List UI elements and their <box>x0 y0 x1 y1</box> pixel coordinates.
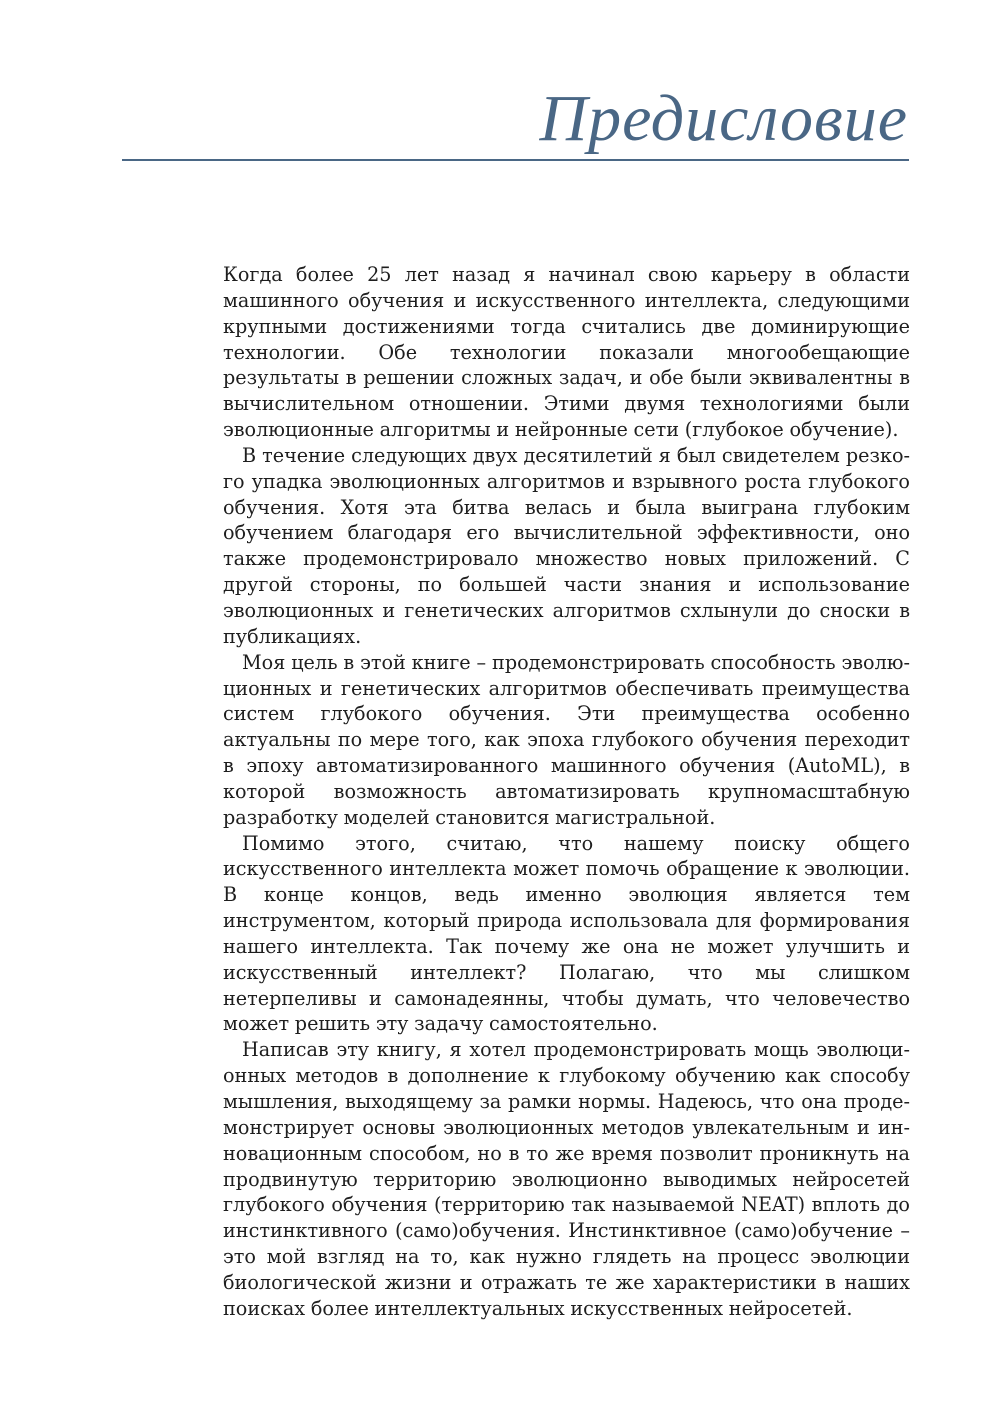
title-divider <box>122 159 909 161</box>
paragraph-2: В течение следующих двух десятилетий я был свидетелем резкого упадка эволюционных алгоритмов и взрывного роста глубокого обучения. Хотя эта битва велась и была выиграна глубоким обучением благодаря его вычислительной эффективности, оно также продемонстрировало множество новых приложений. С другой стороны, по большей части знания и использование эволюционных и генетических алгоритмов схлынули до сноски в публикациях. <box>223 443 910 648</box>
page-title: Предисловие <box>539 82 908 155</box>
paragraph-4: Помимо этого, считаю, что нашему поиску общего искусственного интеллекта может помочь обращение к эволюции. В конце концов, ведь именно эволюция является тем инструментом, который природа использовала для формирования нашего интеллекта. Так почему же она не может улучшить и искусственный интеллект? Полагаю, что мы слишком нетерпеливы и самонадеянны, чтобы думать, что человечество может решить эту задачу самостоятельно. <box>223 831 910 1036</box>
preface-body <box>223 262 910 1322</box>
paragraph-3: Моя цель в этой книге – продемонстрировать способность эволюционных и генетических алгоритмов обеспечивать преимущества систем глубокого обучения. Эти преимущества особенно актуальны по мере того, как эпоха глубокого обучения переходит в эпоху автоматизированного машинного обучения (AutoML), в которой возможность автоматизировать крупномасштабную разработку моделей становится магистральной. <box>223 650 910 829</box>
paragraph-1: Когда более 25 лет назад я начинал свою карьеру в области машинного обучения и искусственного интеллекта, следующими крупными достижениями тогда считались две доминирующие технологии. Обе технологии показали многообещающие результаты в решении сложных задач, и обе были эквивалентны в вычислительном отношении. Этими двумя технологиями были эволюционные алгоритмы и нейронные сети (глубокое обучение). <box>223 263 910 442</box>
paragraph-5: Написав эту книгу, я хотел продемонстрировать мощь эволюционных методов в дополнение к глубокому обучению как способу мышления, выходящему за рамки нормы. Надеюсь, что она продемонстрирует основы эволюционных методов увлекательным и инновационным способом, но в то же время позволит проникнуть на продвинутую территорию эволюционно выводимых нейросетей глубокого обучения (территорию так называемой NEAT) вплоть до инстинктивного (само)обучения. Инстинктивное (само)обучение – это мой взгляд на то, как нужно глядеть на процесс эволюции биологической жизни и отражать те же характеристики в наших поисках более интеллектуальных искусственных нейросетей. <box>223 1038 910 1320</box>
